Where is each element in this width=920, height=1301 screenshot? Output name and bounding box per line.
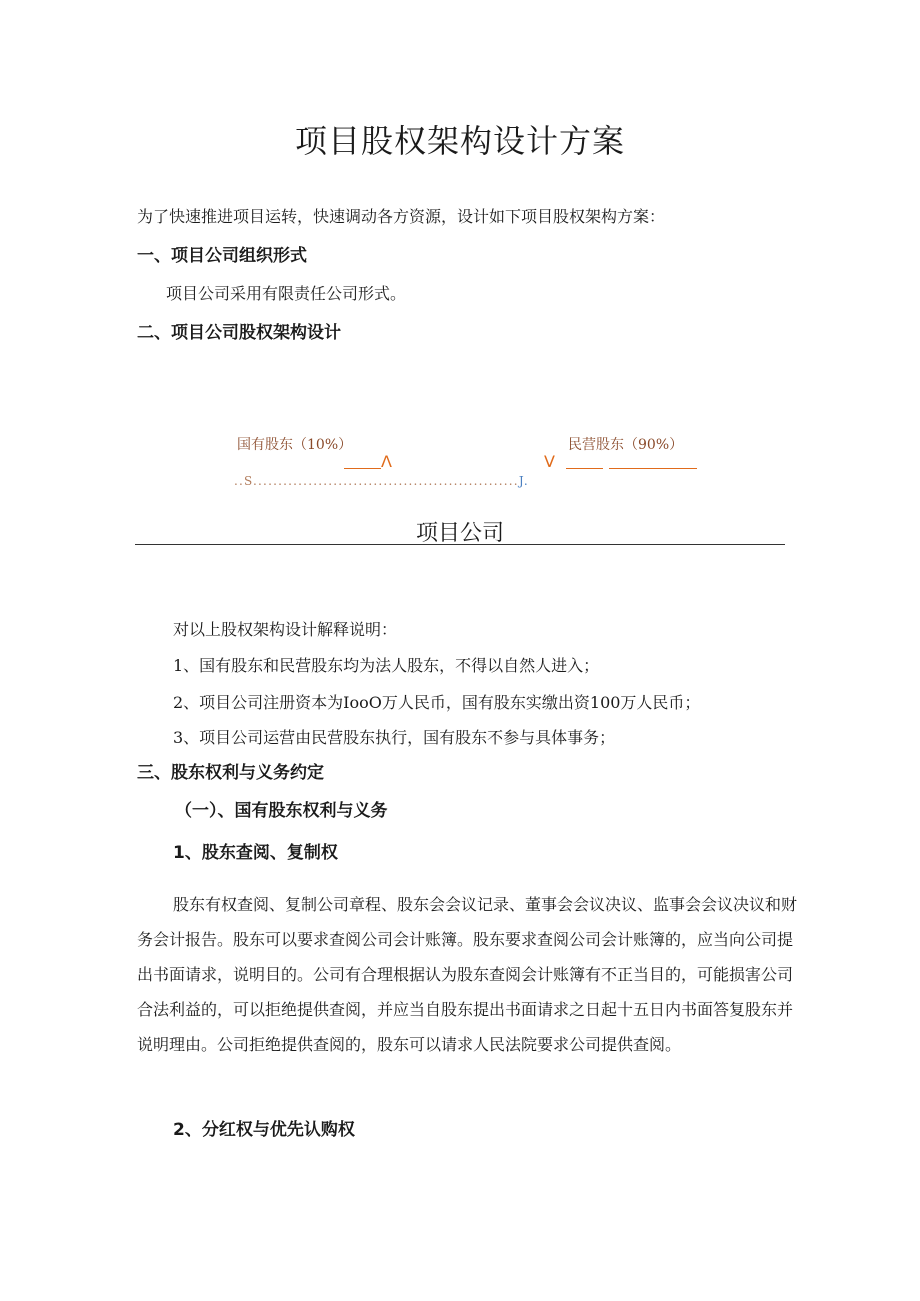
right-arrow-icon: V <box>544 452 555 471</box>
section1-heading: 一、项目公司组织形式 <box>137 246 307 266</box>
dotted-connector-fill: .................................................... <box>258 474 519 488</box>
section3-heading: 三、股东权利与义务约定 <box>137 763 324 783</box>
right-connector-line-1 <box>566 468 603 469</box>
state-shareholder-label: 国有股东（10%） <box>237 437 353 453</box>
section3-subheading: （一）、国有股东权利与义务 <box>175 801 388 821</box>
company-underline <box>135 544 785 545</box>
explain-title: 对以上股权架构设计解释说明： <box>173 620 398 639</box>
private-shareholder-label: 民营股东（90%） <box>568 437 684 453</box>
item1-paragraph: 股东有权查阅、复制公司章程、股东会会议记录、董事会会议决议、监事会会议决议和财务会计报告。股东可以要求查阅公司会计账簿。股东要求查阅公司会计账簿的，应当向公司提出书面请求，说明目的。公司有合理根据认为股东查阅会计账簿有不正当目的，可能损害公司合法利益的，可以拒绝提供查阅，并应当自股东提出书面请求之日起十五日内书面答复股东并说明理由。公司拒绝提供查阅的，股东可以请求人民法院要求公司提供查阅。 <box>137 895 798 1054</box>
project-company-box: 项目公司 <box>415 521 504 546</box>
item2-heading: 2、分红权与优先认购权 <box>173 1120 355 1140</box>
item1-heading: 1、股东查阅、复制权 <box>173 843 338 863</box>
dotted-connector-start: ..S. <box>234 474 259 488</box>
explain-item-1: 1、国有股东和民营股东均为法人股东，不得以自然人进入； <box>173 656 600 675</box>
explain-item-3: 3、项目公司运营由民营股东执行，国有股东不参与具体事务； <box>173 728 616 747</box>
document-title: 项目股权架构设计方案 <box>294 122 625 160</box>
explain-item-2: 2、项目公司注册资本为IooO万人民币，国有股东实缴出资100万人民币； <box>173 693 701 712</box>
section2-heading: 二、项目公司股权架构设计 <box>137 323 341 343</box>
right-connector-line-2 <box>609 468 697 469</box>
left-connector-line <box>344 468 381 469</box>
section1-text: 项目公司采用有限责任公司形式。 <box>166 284 407 303</box>
left-arrow-icon: Λ <box>381 452 392 471</box>
intro-paragraph: 为了快速推进项目运转，快速调动各方资源，设计如下项目股权架构方案： <box>137 207 666 226</box>
dotted-connector <box>234 474 529 488</box>
dotted-connector-end: J. <box>518 474 529 488</box>
